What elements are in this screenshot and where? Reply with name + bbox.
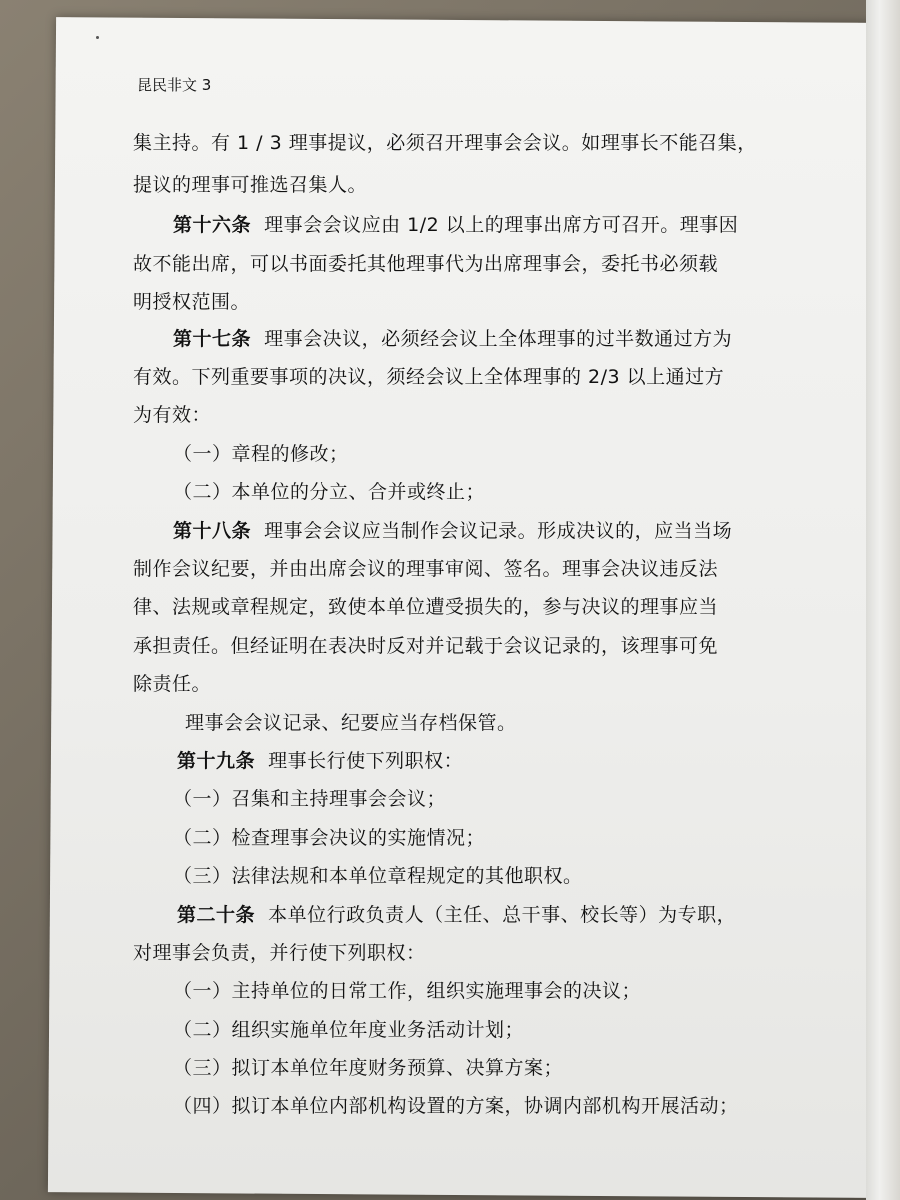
list-item: （一）召集和主持理事会会议； (173, 788, 447, 810)
article-18 (173, 516, 732, 543)
paper-speck (96, 36, 99, 39)
text-line: 对理事会负责，并行使下列职权： (133, 942, 426, 964)
article-heading: 第十八条 (173, 520, 252, 542)
list-item: （二）本单位的分立、合并或终止； (173, 481, 486, 503)
text-line: 故不能出席，可以书面委托其他理事代为出席理事会，委托书必须载 (133, 253, 719, 275)
text-line: 理事会会议应由 1/2 以上的理事出席方可召开。理事因 (264, 214, 739, 236)
text-line: 为有效： (133, 404, 212, 426)
article-17 (173, 324, 732, 351)
underlying-page-edge (866, 0, 900, 1200)
list-item: （四）拟订本单位内部机构设置的方案，协调内部机构开展活动； (173, 1095, 739, 1117)
article-heading: 第十九条 (177, 750, 256, 772)
article-heading: 第二十条 (177, 904, 256, 926)
text-line: 承担责任。但经证明在表决时反对并记载于会议记录的，该理事可免 (133, 635, 719, 657)
article-heading: 第十六条 (173, 214, 252, 236)
article-20 (177, 900, 736, 927)
text-line: 制作会议纪要，并由出席会议的理事审阅、签名。理事会决议违反法 (133, 558, 719, 580)
article-19 (177, 746, 463, 773)
text-line: 理事会决议，必须经会议上全体理事的过半数通过方为 (264, 328, 733, 350)
list-item: （三）拟订本单位年度财务预算、决算方案； (173, 1057, 564, 1079)
text-line: 集主持。有 1 / 3 理事提议，必须召开理事会会议。如理事长不能召集， (133, 132, 757, 154)
list-item: （三）法律法规和本单位章程规定的其他职权。 (173, 865, 583, 887)
text-line: 有效。下列重要事项的决议，须经会议上全体理事的 2/3 以上通过方 (133, 366, 725, 388)
text-line: 提议的理事可推选召集人。 (133, 174, 368, 196)
text-line: 理事会会议应当制作会议记录。形成决议的，应当当场 (264, 520, 733, 542)
article-16 (173, 210, 738, 237)
text-line: 明授权范围。 (133, 291, 251, 313)
text-line: 理事会会议记录、纪要应当存档保管。 (185, 712, 517, 734)
text-line: 理事长行使下列职权： (268, 750, 464, 772)
list-item: （一）主持单位的日常工作，组织实施理事会的决议； (173, 980, 642, 1002)
list-item: （二）组织实施单位年度业务活动计划； (173, 1019, 525, 1041)
list-item: （一）章程的修改； (173, 443, 349, 465)
document-number: 昆民非文 3 (137, 76, 212, 94)
red-stamp-mark (872, 600, 894, 840)
article-heading: 第十七条 (173, 328, 252, 350)
text-line: 除责任。 (133, 673, 212, 695)
list-item: （二）检查理事会决议的实施情况； (173, 827, 486, 849)
text-line: 律、法规或章程规定，致使本单位遭受损失的，参与决议的理事应当 (133, 596, 719, 618)
text-line: 本单位行政负责人（主任、总干事、校长等）为专职， (268, 904, 737, 926)
